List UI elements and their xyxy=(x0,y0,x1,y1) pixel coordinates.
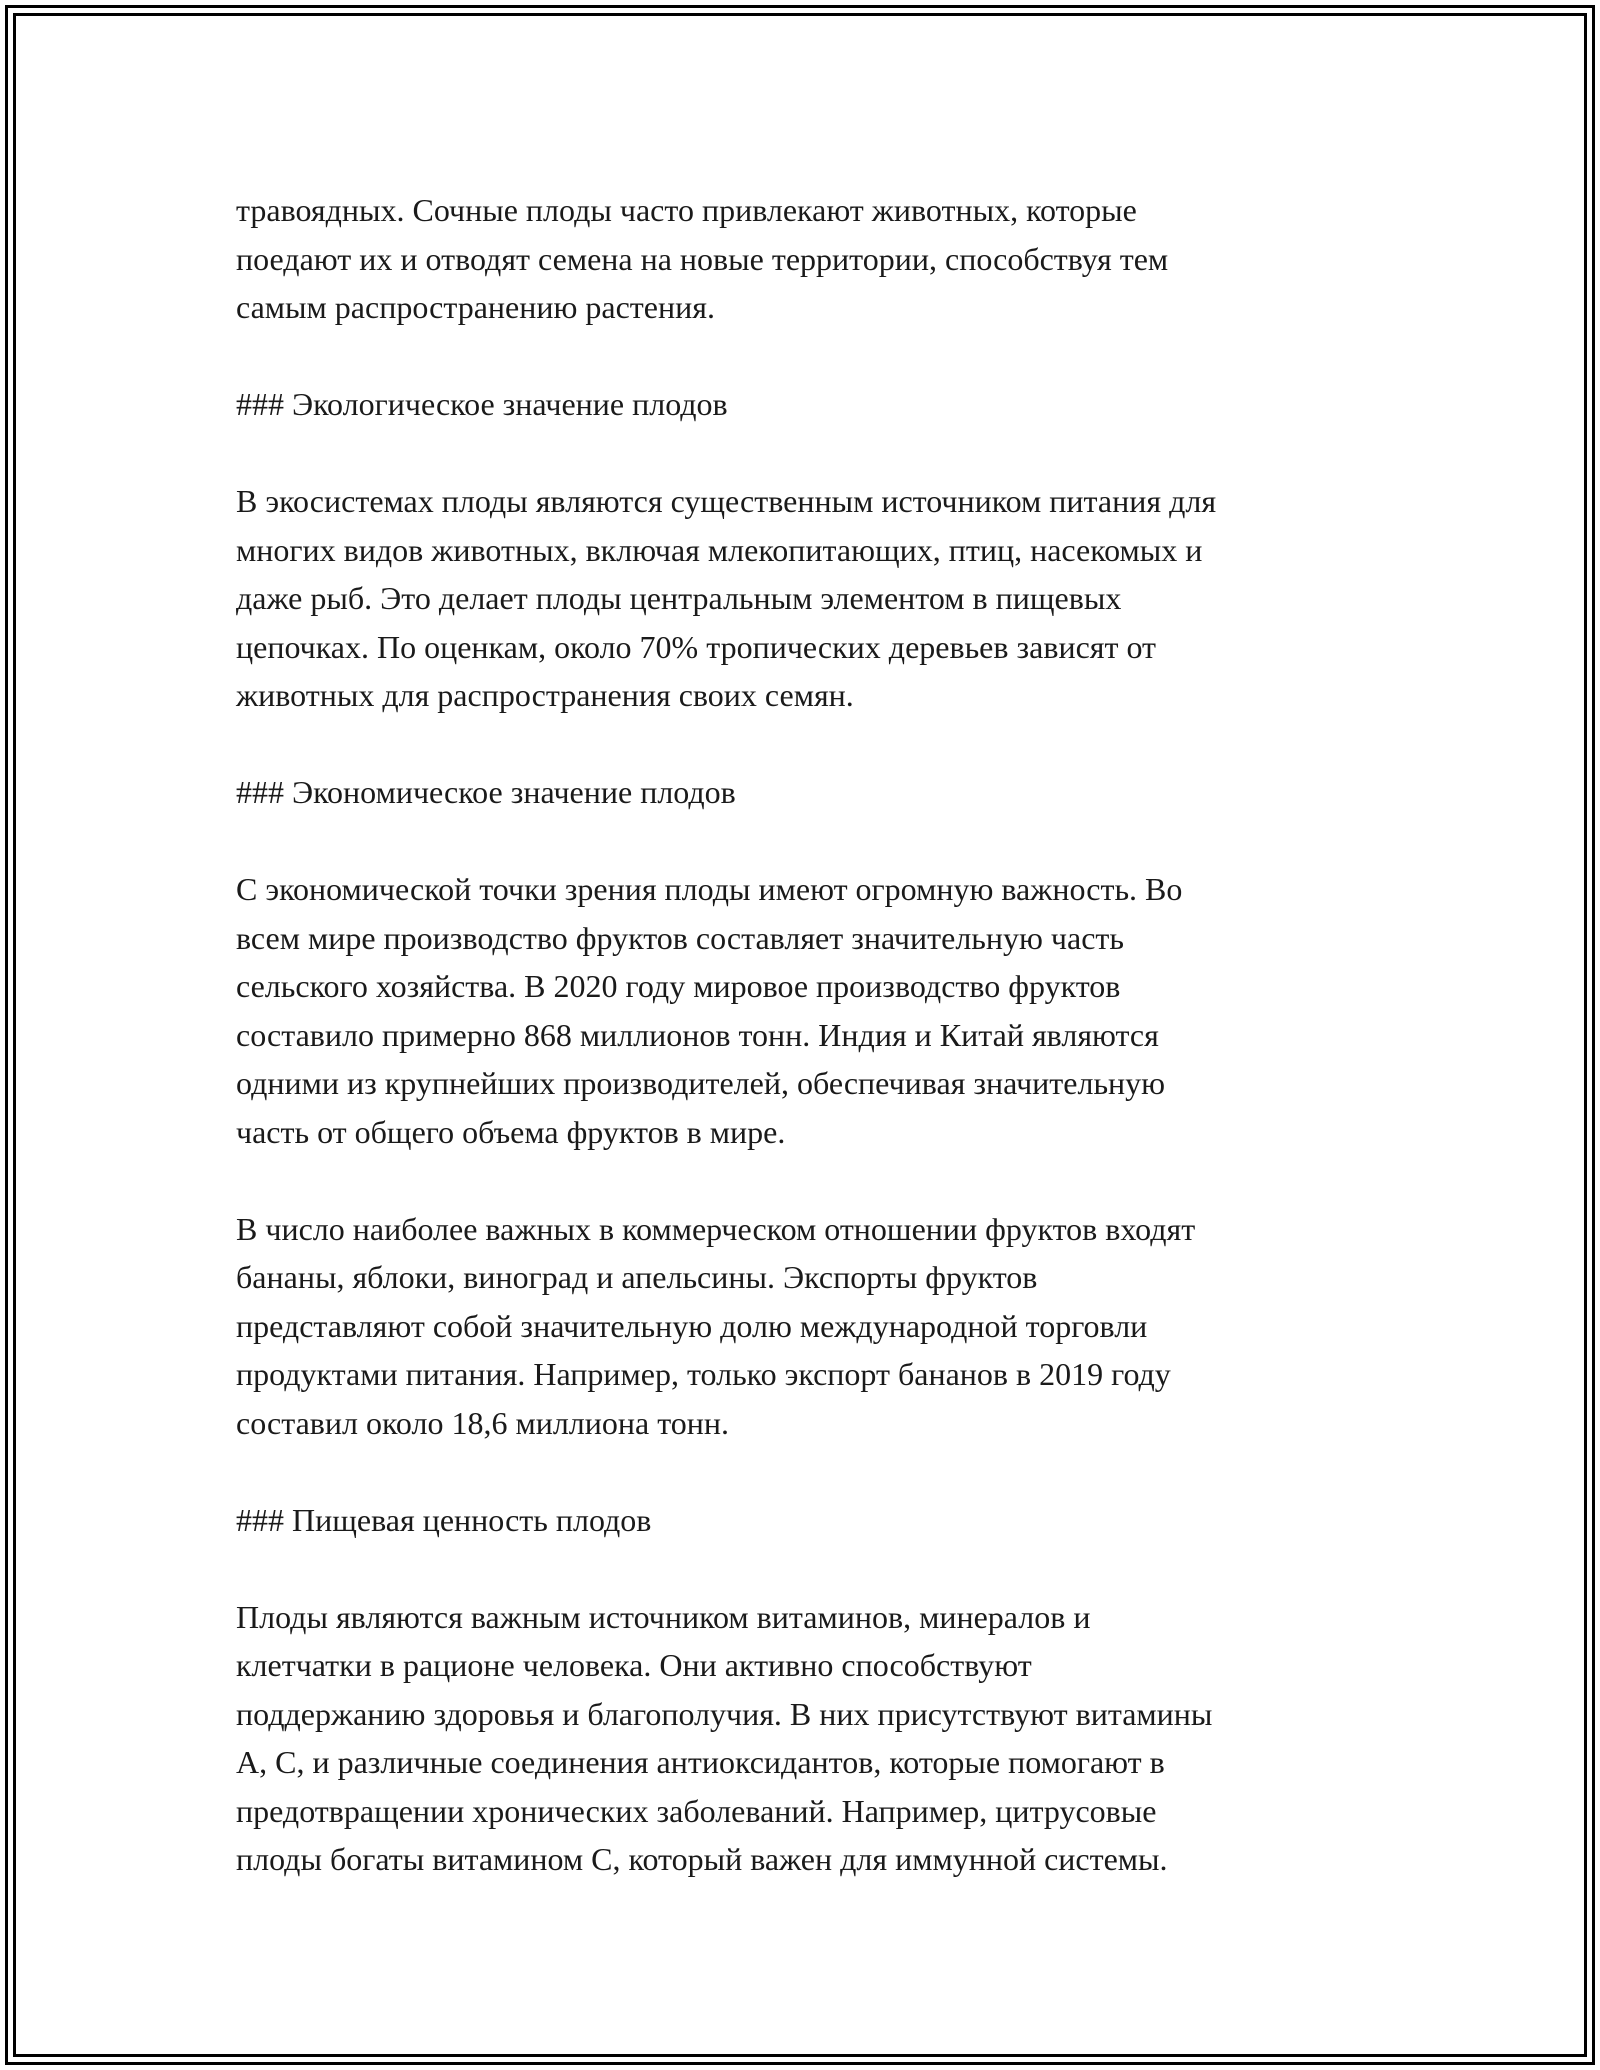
text-line: В число наиболее важных в коммерческом отношении фруктов входят xyxy=(236,1210,1196,1247)
text-line: даже рыб. Это делает плоды центральным элементом в пищевых xyxy=(236,580,1122,616)
text-line: С экономической точки зрения плоды имеют огромную важность. Во xyxy=(236,871,1183,907)
paragraph-intro xyxy=(236,186,1386,332)
heading-text: ### Пищевая ценность плодов xyxy=(236,1501,652,1538)
document-body xyxy=(236,186,1386,1932)
text-line: составил около 18,6 миллиона тонн. xyxy=(236,1404,730,1441)
section-heading-nutritional xyxy=(236,1496,1386,1545)
text-line: многих видов животных, включая млекопитающих, птиц, насекомых и xyxy=(236,531,1203,568)
paragraph-economic-2 xyxy=(236,1205,1386,1448)
heading-text: ### Экологическое значение плодов xyxy=(236,386,728,422)
text-line: бананы, яблоки, виноград и апельсины. Экспорты фруктов xyxy=(236,1259,1038,1295)
text-line: животных для распространения своих семян. xyxy=(236,677,854,713)
text-line: сельского хозяйства. В 2020 году мировое производство фруктов xyxy=(236,968,1121,1004)
text-line: представляют собой значительную долю международной торговли xyxy=(236,1307,1148,1344)
text-line: продуктами питания. Например, только экспорт бананов в 2019 году xyxy=(236,1356,1171,1392)
text-line: всем мире производство фруктов составляет значительную часть xyxy=(236,919,1124,956)
text-line: предотвращении хронических заболеваний. Например, цитрусовые xyxy=(236,1792,1157,1829)
text-line: травоядных. Сочные плоды часто привлекают животных, которые xyxy=(236,192,1137,228)
text-line: цепочках. По оценкам, около 70% тропических деревьев зависят от xyxy=(236,628,1157,665)
text-line: поддержанию здоровья и благополучия. В них присутствуют витамины xyxy=(236,1695,1213,1732)
section-heading-ecological xyxy=(236,380,1386,429)
text-line: клетчатки в рационе человека. Они активно способствуют xyxy=(236,1647,1032,1683)
text-line: одними из крупнейших производителей, обеспечивая значительную xyxy=(236,1065,1166,1101)
section-heading-economic xyxy=(236,768,1386,817)
text-line: самым распространению растения. xyxy=(236,289,715,325)
text-line: А, С, и различные соединения антиоксидантов, которые помогают в xyxy=(236,1744,1165,1780)
paragraph-economic-1 xyxy=(236,865,1386,1156)
text-line: В экосистемах плоды являются существенным источником питания для xyxy=(236,483,1217,519)
paragraph-ecological xyxy=(236,477,1386,720)
text-line: составило примерно 868 миллионов тонн. Индия и Китай являются xyxy=(236,1016,1159,1053)
paragraph-nutritional xyxy=(236,1593,1386,1884)
heading-text: ### Экономическое значение плодов xyxy=(236,774,736,810)
text-line: часть от общего объема фруктов в мире. xyxy=(236,1113,786,1150)
text-line: плоды богаты витамином С, который важен для иммунной системы. xyxy=(236,1841,1168,1877)
text-line: поедают их и отводят семена на новые территории, способствуя тем xyxy=(236,240,1169,277)
text-line: Плоды являются важным источником витаминов, минералов и xyxy=(236,1598,1091,1635)
